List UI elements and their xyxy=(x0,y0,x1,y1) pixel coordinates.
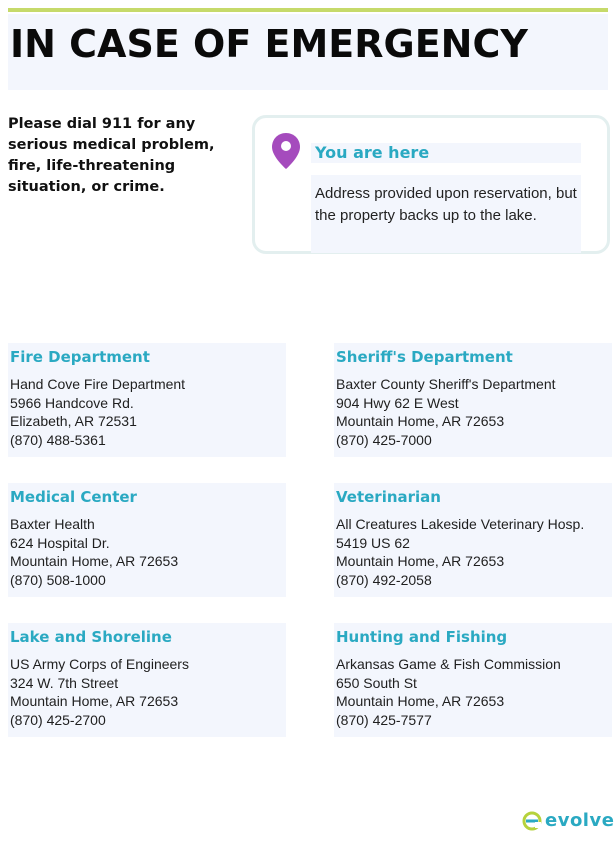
contact-card-medical xyxy=(8,483,286,597)
top-rule xyxy=(8,8,608,12)
contact-city: Elizabeth, AR 72531 xyxy=(10,413,137,430)
contact-address: 5419 US 62 xyxy=(336,534,410,551)
contact-card-lake xyxy=(8,623,286,737)
contact-city: Mountain Home, AR 72653 xyxy=(10,553,179,570)
contact-address: 650 South St xyxy=(336,674,417,691)
contact-title: Lake and Shoreline xyxy=(10,628,172,646)
contact-address: 624 Hospital Dr. xyxy=(10,534,110,551)
contact-card-fire xyxy=(8,343,286,457)
contact-address: 324 W. 7th Street xyxy=(10,674,119,691)
contact-title: Veterinarian xyxy=(336,488,441,506)
contact-title: Sheriff's Department xyxy=(336,348,513,366)
contact-details xyxy=(336,375,556,450)
contact-name: Arkansas Game & Fish Commission xyxy=(336,656,561,672)
contact-city: Mountain Home, AR 72653 xyxy=(10,693,179,710)
contact-name: Baxter County Sheriff's Department xyxy=(336,376,556,392)
contact-address: 904 Hwy 62 E West xyxy=(336,394,459,411)
contact-title: Medical Center xyxy=(10,488,137,506)
location-card xyxy=(252,115,610,254)
location-text: Address provided upon reservation, but the property backs up to the lake. xyxy=(311,175,581,253)
contact-name: Hand Cove Fire Department xyxy=(10,376,186,392)
contact-details xyxy=(10,655,189,730)
location-title: You are here xyxy=(315,143,430,162)
contact-details xyxy=(336,515,584,590)
contact-name: US Army Corps of Engineers xyxy=(10,656,189,672)
contact-name: Baxter Health xyxy=(10,516,95,532)
contact-title: Hunting and Fishing xyxy=(336,628,508,646)
page-title: IN CASE OF EMERGENCY xyxy=(10,22,528,66)
logo-text: evolve xyxy=(545,810,615,831)
evolve-logo-icon xyxy=(522,811,542,831)
contact-title: Fire Department xyxy=(10,348,150,366)
contact-phone: (870) 425-7577 xyxy=(336,712,432,729)
contact-card-hunting xyxy=(334,623,612,737)
contact-details xyxy=(10,515,178,590)
contact-phone: (870) 488-5361 xyxy=(10,432,106,449)
contact-name: All Creatures Lakeside Veterinary Hosp. xyxy=(336,516,585,532)
evolve-logo xyxy=(522,810,615,834)
contact-phone: (870) 508-1000 xyxy=(10,572,106,589)
intro-text: Please dial 911 for any serious medical problem, fire, life-threatening situation, or crime. xyxy=(8,116,215,195)
contact-card-sheriff xyxy=(334,343,612,457)
contact-details xyxy=(10,375,185,450)
contact-phone: (870) 492-2058 xyxy=(336,572,432,589)
map-pin-icon xyxy=(271,132,301,170)
contact-phone: (870) 425-7000 xyxy=(336,432,432,449)
contact-address: 5966 Handcove Rd. xyxy=(10,394,134,411)
contact-city: Mountain Home, AR 72653 xyxy=(336,553,505,570)
contact-phone: (870) 425-2700 xyxy=(10,712,106,729)
contact-card-veterinarian xyxy=(334,483,612,597)
contact-city: Mountain Home, AR 72653 xyxy=(336,693,505,710)
contact-details xyxy=(336,655,561,730)
contact-city: Mountain Home, AR 72653 xyxy=(336,413,505,430)
